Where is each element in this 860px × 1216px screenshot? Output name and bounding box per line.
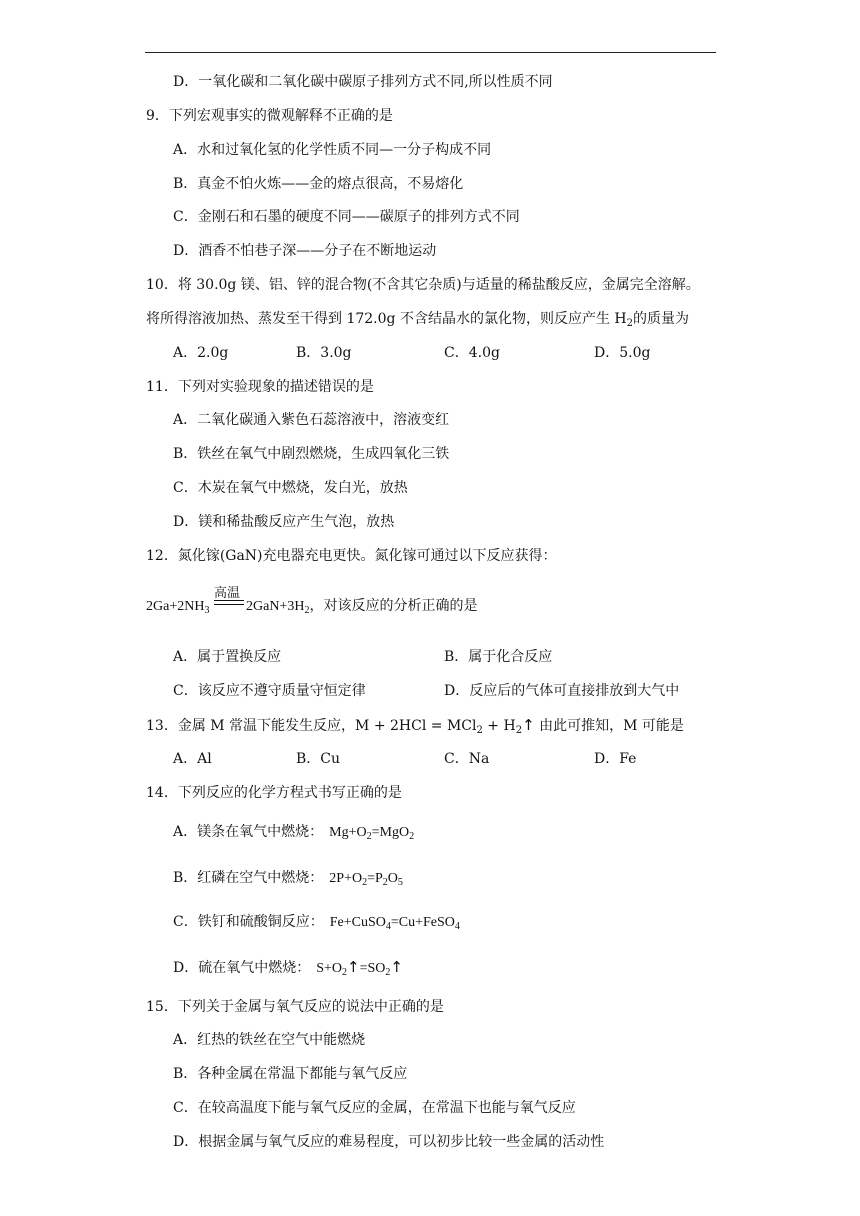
q11-stem: 11．下列对实验现象的描述错误的是 [146, 379, 374, 395]
q13-option-a: A．Al [173, 751, 212, 767]
q10-stem-line2: 将所得溶液加热、蒸发至干得到 172.0g 不含结晶水的氯化物，则反应产生 $H_2$的质量为 [146, 311, 689, 329]
q9-option-a: A．水和过氧化氢的化学性质不同—一分子构成不同 [173, 142, 492, 158]
q10-option-b: B．3.0g [296, 345, 352, 361]
q14-stem: 14．下列反应的化学方程式书写正确的是 [146, 785, 402, 801]
gas-arrow-icon: ↑ [522, 716, 535, 734]
q9-option-b: B．真金不怕火炼——金的熔点很高，不易熔化 [173, 176, 464, 192]
q9-option-d: D．酒香不怕巷子深——分子在不断地运动 [173, 243, 437, 259]
q10-option-a: A．2.0g [173, 345, 229, 361]
q12-reaction-condition: 高温 [214, 586, 241, 601]
gas-arrow-icon: ↑ [347, 958, 360, 976]
q13-option-d: D．Fe [594, 751, 637, 767]
q12-equation-double-bar [214, 600, 244, 605]
q14-option-a: A．镁条在氧气中燃烧： $Mg+O_2=MgO_2$ [173, 824, 415, 842]
q10-stem-line1: 10．将 30.0g 镁、铝、锌的混合物(不含其它杂质)与适量的稀盐酸反应，金属完全溶解。 [146, 277, 700, 293]
q10-option-c: C．4.0g [444, 345, 500, 361]
q11-option-c: C．木炭在氧气中燃烧，发白光，放热 [173, 480, 408, 496]
q12-equation-left: $2Ga+2NH_3$ [146, 599, 210, 616]
header-rule [145, 52, 716, 53]
q13-option-c: C．Na [444, 751, 490, 767]
q15-option-a: A．红热的铁丝在空气中能燃烧 [173, 1032, 366, 1048]
q12-equation-right: $2GaN+3H_2$，对该反应的分析正确的是 [246, 599, 478, 616]
gas-arrow-icon: ↑ [390, 958, 403, 976]
q10-option-d: D．5.0g [594, 345, 651, 361]
q11-option-d: D．镁和稀盐酸反应产生气泡，放热 [173, 514, 395, 530]
q9-option-c: C．金刚石和石墨的硬度不同——碳原子的排列方式不同 [173, 209, 520, 225]
q13-stem: 13．金属 M 常温下能发生反应，$M + 2HCl = MCl_2 + H_2↑$ 由此可推知，M 可能是 [146, 716, 684, 736]
q14-option-b: B．红磷在空气中燃烧： $2P+O_2=P_2O_5$ [173, 870, 403, 888]
q15-stem: 15．下列关于金属与氧气反应的说法中正确的是 [146, 999, 444, 1015]
q12-stem: 12．氮化镓(GaN)充电器充电更快。氮化镓可通过以下反应获得： [146, 548, 557, 564]
q15-option-d: D．根据金属与氧气反应的难易程度，可以初步比较一些金属的活动性 [173, 1134, 605, 1150]
q12-option-a: A．属于置换反应 [173, 649, 282, 665]
q11-option-a: A．二氧化碳通入紫色石蕊溶液中，溶液变红 [173, 412, 450, 428]
q12-option-d: D．反应后的气体可直接排放到大气中 [444, 683, 680, 699]
q8-option-d: D．一氧化碳和二氧化碳中碳原子排列方式不同,所以性质不同 [173, 74, 553, 90]
q15-option-b: B．各种金属在常温下都能与氧气反应 [173, 1066, 408, 1082]
q13-option-b: B．Cu [296, 751, 341, 767]
q14-option-d: D．硫在氧气中燃烧： $S+O_2↑=SO_2↑$ [173, 958, 403, 978]
q12-option-c: C．该反应不遵守质量守恒定律 [173, 683, 366, 699]
q9-stem: 9．下列宏观事实的微观解释不正确的是 [146, 108, 393, 124]
q15-option-c: C．在较高温度下能与氧气反应的金属，在常温下也能与氧气反应 [173, 1100, 576, 1116]
q11-option-b: B．铁丝在氧气中剧烈燃烧，生成四氧化三铁 [173, 446, 450, 462]
q14-option-c: C．铁钉和硫酸铜反应： Fe+CuSO$_4$=Cu+FeSO$_4$ [173, 914, 460, 932]
q12-option-b: B．属于化合反应 [444, 649, 553, 665]
